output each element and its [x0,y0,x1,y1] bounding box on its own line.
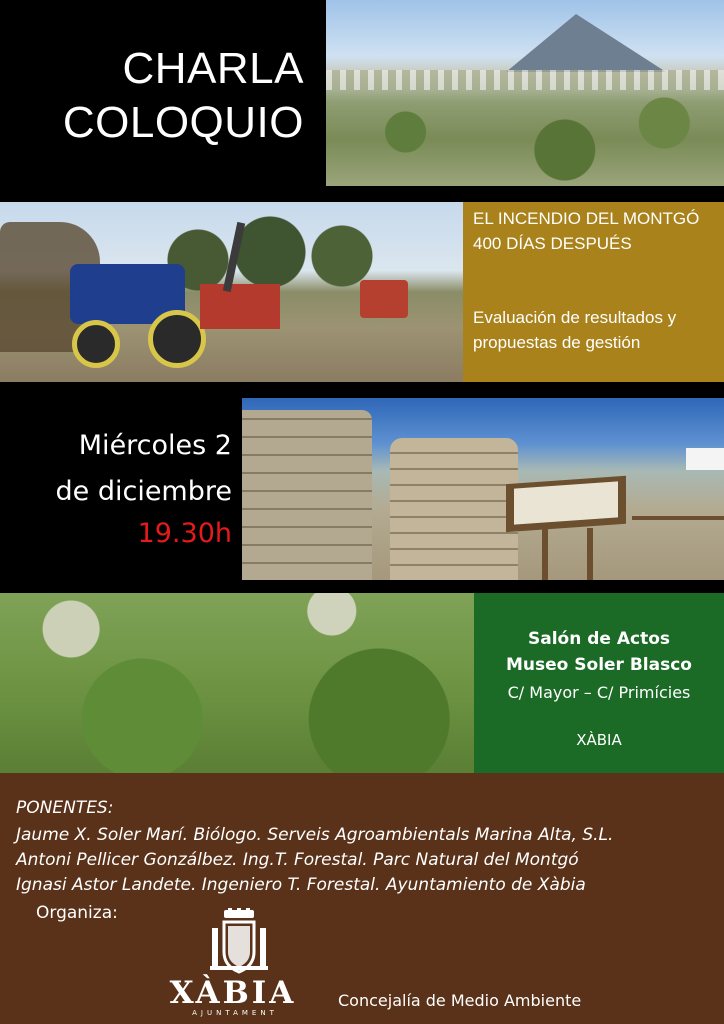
coat-of-arms-icon [210,908,268,976]
photo-scrubland [0,593,474,773]
event-day: Miércoles 2 [78,430,232,461]
info-sign-panel [514,481,618,524]
chipper-trailer [200,284,280,329]
organizer-label: Organiza: [36,903,118,923]
forwarder-machine [360,280,408,318]
event-month: de diciembre [55,476,232,507]
footer [0,773,724,1024]
distant-house [686,448,724,470]
tractor-wheel [148,310,206,368]
venue-building: Museo Soler Blasco [506,655,692,675]
sign-post [542,528,548,580]
stone-wall [242,410,372,580]
info-sign [506,476,626,532]
topic-heading: EL INCENDIO DEL MONTGÓ 400 DÍAS DESPUÉS [473,209,700,253]
title-line-1: CHARLA [122,44,304,93]
venue-box [474,593,724,773]
venue-room: Salón de Actos [527,629,671,649]
event-time: 19.30h [137,518,232,549]
department-name: Concejalía de Medio Ambiente [338,991,582,1010]
topic-box [463,202,724,382]
speaker-3: Ignasi Astor Landete. Ingeniero T. Forestal. Ayuntamiento de Xàbia [16,875,586,895]
rocky-ground [326,70,724,90]
pine-trees [150,212,390,292]
topic-subheading: Evaluación de resultados y propuestas de gestión [473,308,677,352]
photo-montgo-landscape [326,0,724,186]
photo-forestry-tractor [0,202,463,382]
speakers-heading: PONENTES: [16,798,114,818]
speaker-2: Antoni Pellicer Gonzálbez. Ing.T. Forestal. Parc Natural del Montgó [16,850,579,870]
date-block [0,398,242,580]
title-line-2: COLOQUIO [62,98,304,147]
speaker-1: Jaume X. Soler Marí. Biólogo. Serveis Agroambientals Marina Alta, S.L. [16,825,614,845]
venue-address: C/ Mayor – C/ Primícies [507,683,691,702]
sign-post [587,528,593,580]
stone-hut [390,438,518,580]
venue-town: XÀBIA [576,731,622,749]
mountain-shape [506,14,666,72]
title-block [0,0,326,186]
tractor-wheel [72,320,120,368]
photo-stone-walls [242,398,724,580]
wooden-fence [632,516,724,520]
shrubs [326,96,724,186]
logo-subtext: AJUNTAMENT [192,1009,278,1017]
logo-text: XÀBIA [169,975,297,1011]
